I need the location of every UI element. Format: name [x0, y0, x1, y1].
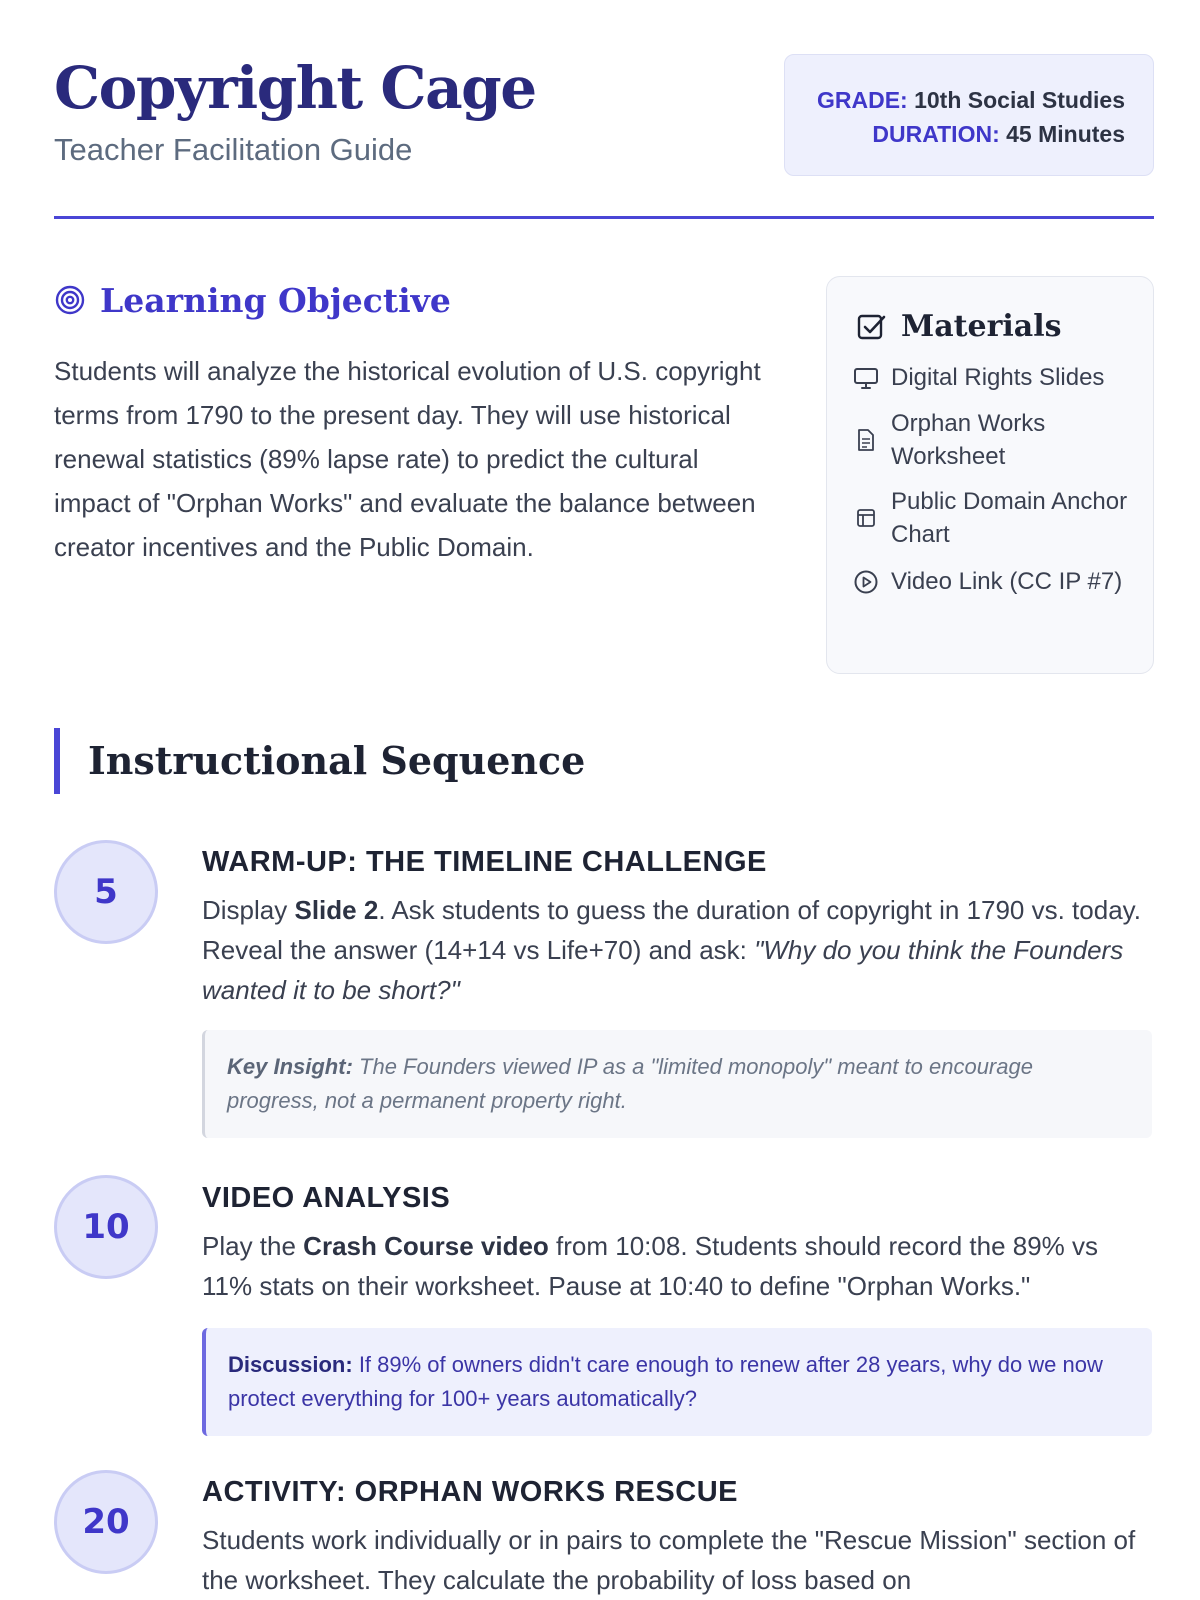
step-warm-up — [202, 842, 1152, 1138]
step-video-analysis — [202, 1178, 1152, 1436]
target-icon — [54, 284, 86, 316]
play-circle-icon — [853, 569, 879, 595]
step-description — [202, 1226, 1152, 1306]
material-label: Public Domain Anchor Chart — [891, 488, 1128, 548]
lesson-meta-box — [784, 54, 1154, 176]
materials-heading-label: Materials — [901, 309, 1062, 344]
section-accent-bar — [54, 728, 60, 794]
step-text-bold: Crash Course video — [303, 1231, 549, 1261]
page-subtitle: Teacher Facilitation Guide — [54, 132, 413, 167]
note-text: If 89% of owners didn't care enough to renew after 28 years, why do we now protect everything for 100+ years automatically? — [228, 1352, 1103, 1411]
step-title: WARM-UP: THE TIMELINE CHALLENGE — [202, 846, 767, 878]
step-description: Students work individually or in pairs to complete the "Rescue Mission" section of the worksheet. They calculate the probability of loss based on — [202, 1525, 1136, 1595]
step-minutes-badge: 5 — [54, 840, 158, 944]
checkbox-icon — [855, 311, 887, 343]
step-minutes-badge: 10 — [54, 1175, 158, 1279]
layout-icon — [853, 505, 879, 531]
step-text-part: from 10:08. Students should record the 89% vs 11% stats on their worksheet. Pause at 10:40 to define "Orphan Works." — [202, 1231, 1099, 1301]
monitor-icon — [853, 365, 879, 391]
note-text: The Founders viewed IP as a "limited monopoly" meant to encourage progress, not a permanent property right. — [227, 1054, 1033, 1113]
objective-heading-label: Learning Objective — [100, 280, 451, 320]
material-label: Orphan Works Worksheet — [891, 410, 1046, 470]
step-text-bold: Slide 2 — [294, 895, 379, 925]
objective-text: Students will analyze the historical evolution of U.S. copyright terms from 1790 to the present day. They will use historical renewal statistics (89% lapse rate) to predict the cultural impact of "Orphan Works" and evaluate the balance between creator incentives and the Public Domain. — [54, 356, 761, 562]
materials-heading — [855, 309, 1062, 344]
header-divider — [54, 216, 1154, 219]
sequence-heading: Instructional Sequence — [88, 738, 586, 783]
material-label: Video Link (CC IP #7) — [891, 568, 1123, 595]
objective-heading — [54, 278, 451, 322]
step-text-quote: "Why do you think the Founders wanted it to be short?" — [202, 935, 1124, 1005]
key-insight-note — [202, 1030, 1152, 1138]
step-text-part: . Ask students to guess the duration of copyright in 1790 vs. today. Reveal the answer (14+14 vs Life+70) and ask: — [202, 895, 1141, 965]
step-title: VIDEO ANALYSIS — [202, 1182, 451, 1214]
step-orphan-works-rescue — [202, 1472, 1152, 1600]
step-text-part: Play the — [202, 1231, 304, 1261]
discussion-note — [202, 1328, 1152, 1436]
step-text-part: Display — [202, 895, 295, 925]
material-item-anchor-chart[interactable] — [853, 485, 1143, 551]
step-title: ACTIVITY: ORPHAN WORKS RESCUE — [202, 1476, 738, 1508]
step-description — [202, 890, 1152, 1010]
material-item-slides[interactable] — [853, 361, 1143, 394]
grade-label: GRADE: — [816, 87, 908, 113]
note-label: Discussion: — [228, 1352, 353, 1377]
grade-value: 10th Social Studies — [914, 87, 1125, 113]
materials-card — [826, 276, 1154, 674]
material-label: Digital Rights Slides — [891, 364, 1105, 391]
document-icon — [853, 427, 879, 453]
duration-value: 45 Minutes — [1006, 121, 1125, 147]
grade-line — [785, 83, 1125, 117]
note-label: Key Insight: — [227, 1054, 353, 1079]
page-title: Copyright Cage — [54, 54, 536, 122]
duration-line — [785, 117, 1125, 151]
material-item-video[interactable] — [853, 565, 1143, 598]
duration-label: DURATION: — [872, 121, 1000, 147]
step-minutes-badge: 20 — [54, 1470, 158, 1574]
material-item-worksheet[interactable] — [853, 407, 1143, 473]
